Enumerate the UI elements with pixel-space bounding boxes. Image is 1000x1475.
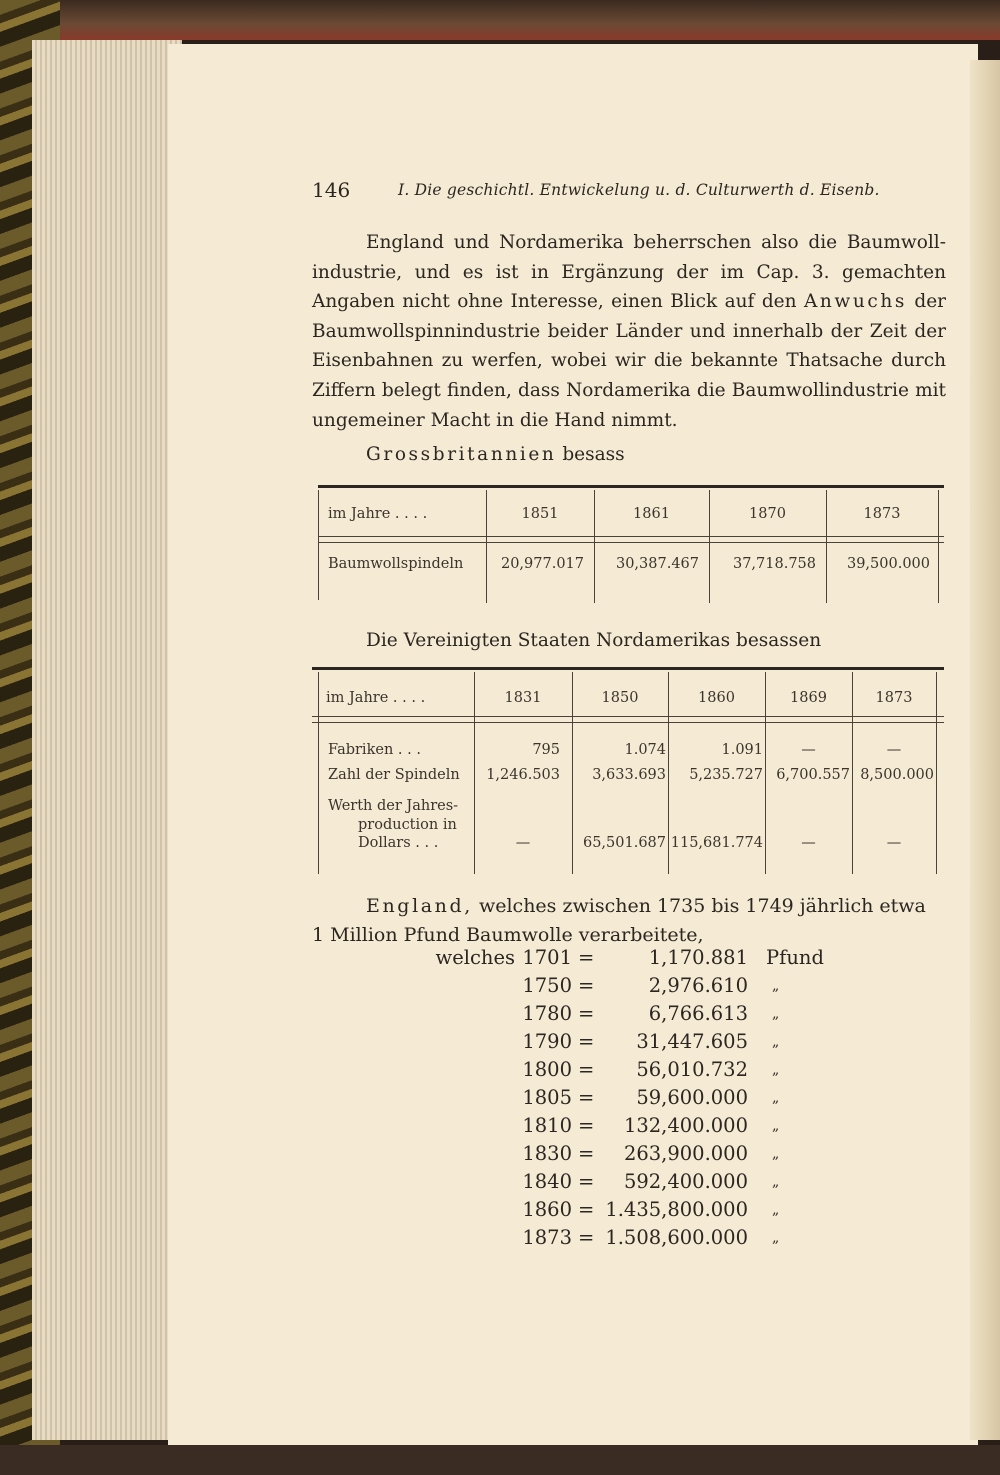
consumption-row <box>520 1030 820 1058</box>
value: 132,400.000 <box>623 1114 748 1137</box>
gb-year: 1870 <box>749 506 786 522</box>
us-caption: Die Vereinigten Staaten Nordamerikas besassen <box>366 630 822 651</box>
us-year: 1850 <box>601 690 639 706</box>
us-value: 65,501.687 <box>582 835 666 851</box>
equals: = <box>578 1030 595 1053</box>
us-value: — <box>801 742 816 758</box>
year: 1750 <box>522 974 572 997</box>
ditto-mark: „ <box>772 978 780 994</box>
consumption-row <box>435 946 824 974</box>
us-row-label: Zahl der Spindeln <box>328 767 460 783</box>
running-title: I. Die geschichtl. Entwickelung u. d. Culturwerth d. Eisenb. <box>398 181 880 199</box>
gb-year: 1861 <box>633 506 670 522</box>
gb-caption <box>366 444 625 465</box>
consumption-row <box>520 1198 820 1226</box>
ditto-mark: „ <box>772 1090 780 1106</box>
equals: = <box>578 1142 595 1165</box>
us-table-head-rule <box>312 716 944 723</box>
england-line2: 1 Million Pfund Baumwolle verarbeitete, <box>312 924 704 946</box>
book-top-edge <box>0 0 1000 40</box>
us-year: 1873 <box>875 690 913 706</box>
ditto-mark: „ <box>772 1146 780 1162</box>
page-fold-edge <box>970 60 1000 1440</box>
equals: = <box>578 946 595 969</box>
us-table-top-rule <box>312 667 944 670</box>
us-value: 115,681.774 <box>670 835 763 851</box>
gb-caption-verb: besass <box>562 444 625 465</box>
page-stack <box>32 40 182 1440</box>
us-table-vline <box>318 672 319 874</box>
england-lead-rest: welches zwischen 1735 bis 1749 jährlich etwa <box>478 895 926 917</box>
equals: = <box>578 1226 595 1249</box>
gb-table-vline <box>318 490 319 600</box>
year: 1800 <box>522 1058 572 1081</box>
equals: = <box>578 1170 595 1193</box>
gb-value: 39,500.000 <box>846 556 930 572</box>
ditto-mark: „ <box>772 1062 780 1078</box>
gb-table-top-rule <box>318 485 944 488</box>
us-value: 6,700.557 <box>776 767 850 783</box>
us-value: — <box>801 835 816 851</box>
consumption-row <box>520 1114 820 1142</box>
value: 6,766.613 <box>648 1002 748 1025</box>
ditto-mark: „ <box>772 1174 780 1190</box>
gb-value: 30,387.467 <box>615 556 699 572</box>
england-lead: England, <box>366 895 473 917</box>
year: 1780 <box>522 1002 572 1025</box>
value: 59,600.000 <box>636 1086 748 1109</box>
value: 31,447.605 <box>636 1030 748 1053</box>
us-value: 5,235.727 <box>689 767 763 783</box>
consumption-prefix: welches <box>435 946 515 969</box>
unit: Pfund <box>766 946 824 969</box>
intro-paragraph <box>312 228 946 435</box>
equals: = <box>578 1086 595 1109</box>
us-werth-label: Dollars . . . <box>358 835 439 851</box>
us-value: 1.091 <box>721 742 763 758</box>
year: 1810 <box>522 1114 572 1137</box>
value: 592,400.000 <box>623 1170 748 1193</box>
running-head <box>312 178 952 208</box>
gb-value: 20,977.017 <box>500 556 584 572</box>
intro-rest: der Baumwollspinnindustrie beider Länder und innerhalb der Zeit der Eisenbahnen zu werfen, wobei wir die bekannte Thatsache durch Ziffern belegt finden, dass Nordamerika die Baumwollindustrie mit ungemeiner Macht in die Hand nimmt. <box>312 291 947 431</box>
equals: = <box>578 1002 595 1025</box>
gb-head-label: im Jahre . . . . <box>328 506 428 522</box>
page-number: 146 <box>312 178 351 202</box>
us-table-vline <box>936 672 937 874</box>
gb-value: 37,718.758 <box>732 556 816 572</box>
year: 1701 <box>522 946 572 969</box>
intro-lead: England und Nordamerika beherrschen also die Baumwollindustrie, und es ist in Ergänzung der im Cap. 3. gemachten Angaben nicht ohne Interesse, einen Blick auf den <box>312 232 946 313</box>
england-paragraph <box>312 892 946 950</box>
gb-year: 1851 <box>521 506 559 522</box>
year: 1873 <box>522 1226 572 1249</box>
us-value: — <box>886 742 902 758</box>
ditto-mark: „ <box>772 1230 780 1246</box>
equals: = <box>578 974 595 997</box>
gb-caption-country: Grossbritannien <box>366 444 557 465</box>
equals: = <box>578 1114 595 1137</box>
gb-table-head-rule <box>318 536 944 543</box>
us-head-label: im Jahre . . . . <box>326 690 426 706</box>
us-value: — <box>886 835 902 851</box>
us-row-label: Fabriken . . . <box>328 742 421 758</box>
consumption-row <box>520 1170 820 1198</box>
equals: = <box>578 1198 595 1221</box>
us-year: 1860 <box>698 690 735 706</box>
us-werth-label: production in <box>358 817 457 833</box>
consumption-list <box>435 946 824 1256</box>
ditto-mark: „ <box>772 1202 780 1218</box>
year: 1830 <box>522 1142 572 1165</box>
us-value: 8,500.000 <box>860 767 934 783</box>
consumption-row <box>520 1142 820 1170</box>
us-value: 1.074 <box>624 742 666 758</box>
value: 1.508,600.000 <box>605 1226 748 1249</box>
intro-emphasis: Anwuchs <box>803 291 907 313</box>
ditto-mark: „ <box>772 1034 780 1050</box>
us-werth-label: Werth der Jahres- <box>328 798 459 814</box>
gb-row-label: Baumwollspindeln <box>328 556 464 572</box>
consumption-row <box>520 1226 820 1254</box>
consumption-row <box>520 1002 820 1030</box>
ditto-mark: „ <box>772 1006 780 1022</box>
consumption-row <box>520 974 820 1002</box>
us-value: — <box>515 835 531 851</box>
value: 1.435,800.000 <box>605 1198 748 1221</box>
year: 1840 <box>522 1170 572 1193</box>
gb-year: 1873 <box>863 506 901 522</box>
year: 1805 <box>522 1086 572 1109</box>
consumption-row <box>520 1086 820 1114</box>
us-value: 3,633.693 <box>592 767 666 783</box>
year: 1860 <box>522 1198 572 1221</box>
value: 56,010.732 <box>636 1058 748 1081</box>
us-year: 1831 <box>504 690 542 706</box>
us-value: 1,246.503 <box>486 767 560 783</box>
value: 263,900.000 <box>623 1142 748 1165</box>
value: 2,976.610 <box>648 974 748 997</box>
us-year: 1869 <box>790 690 827 706</box>
ditto-mark: „ <box>772 1118 780 1134</box>
value: 1,170.881 <box>648 946 748 969</box>
consumption-row <box>520 1058 820 1086</box>
bottom-shadow <box>0 1445 1000 1475</box>
equals: = <box>578 1058 595 1081</box>
us-value: 795 <box>532 742 560 758</box>
gb-table-vline <box>938 490 939 603</box>
year: 1790 <box>522 1030 572 1053</box>
